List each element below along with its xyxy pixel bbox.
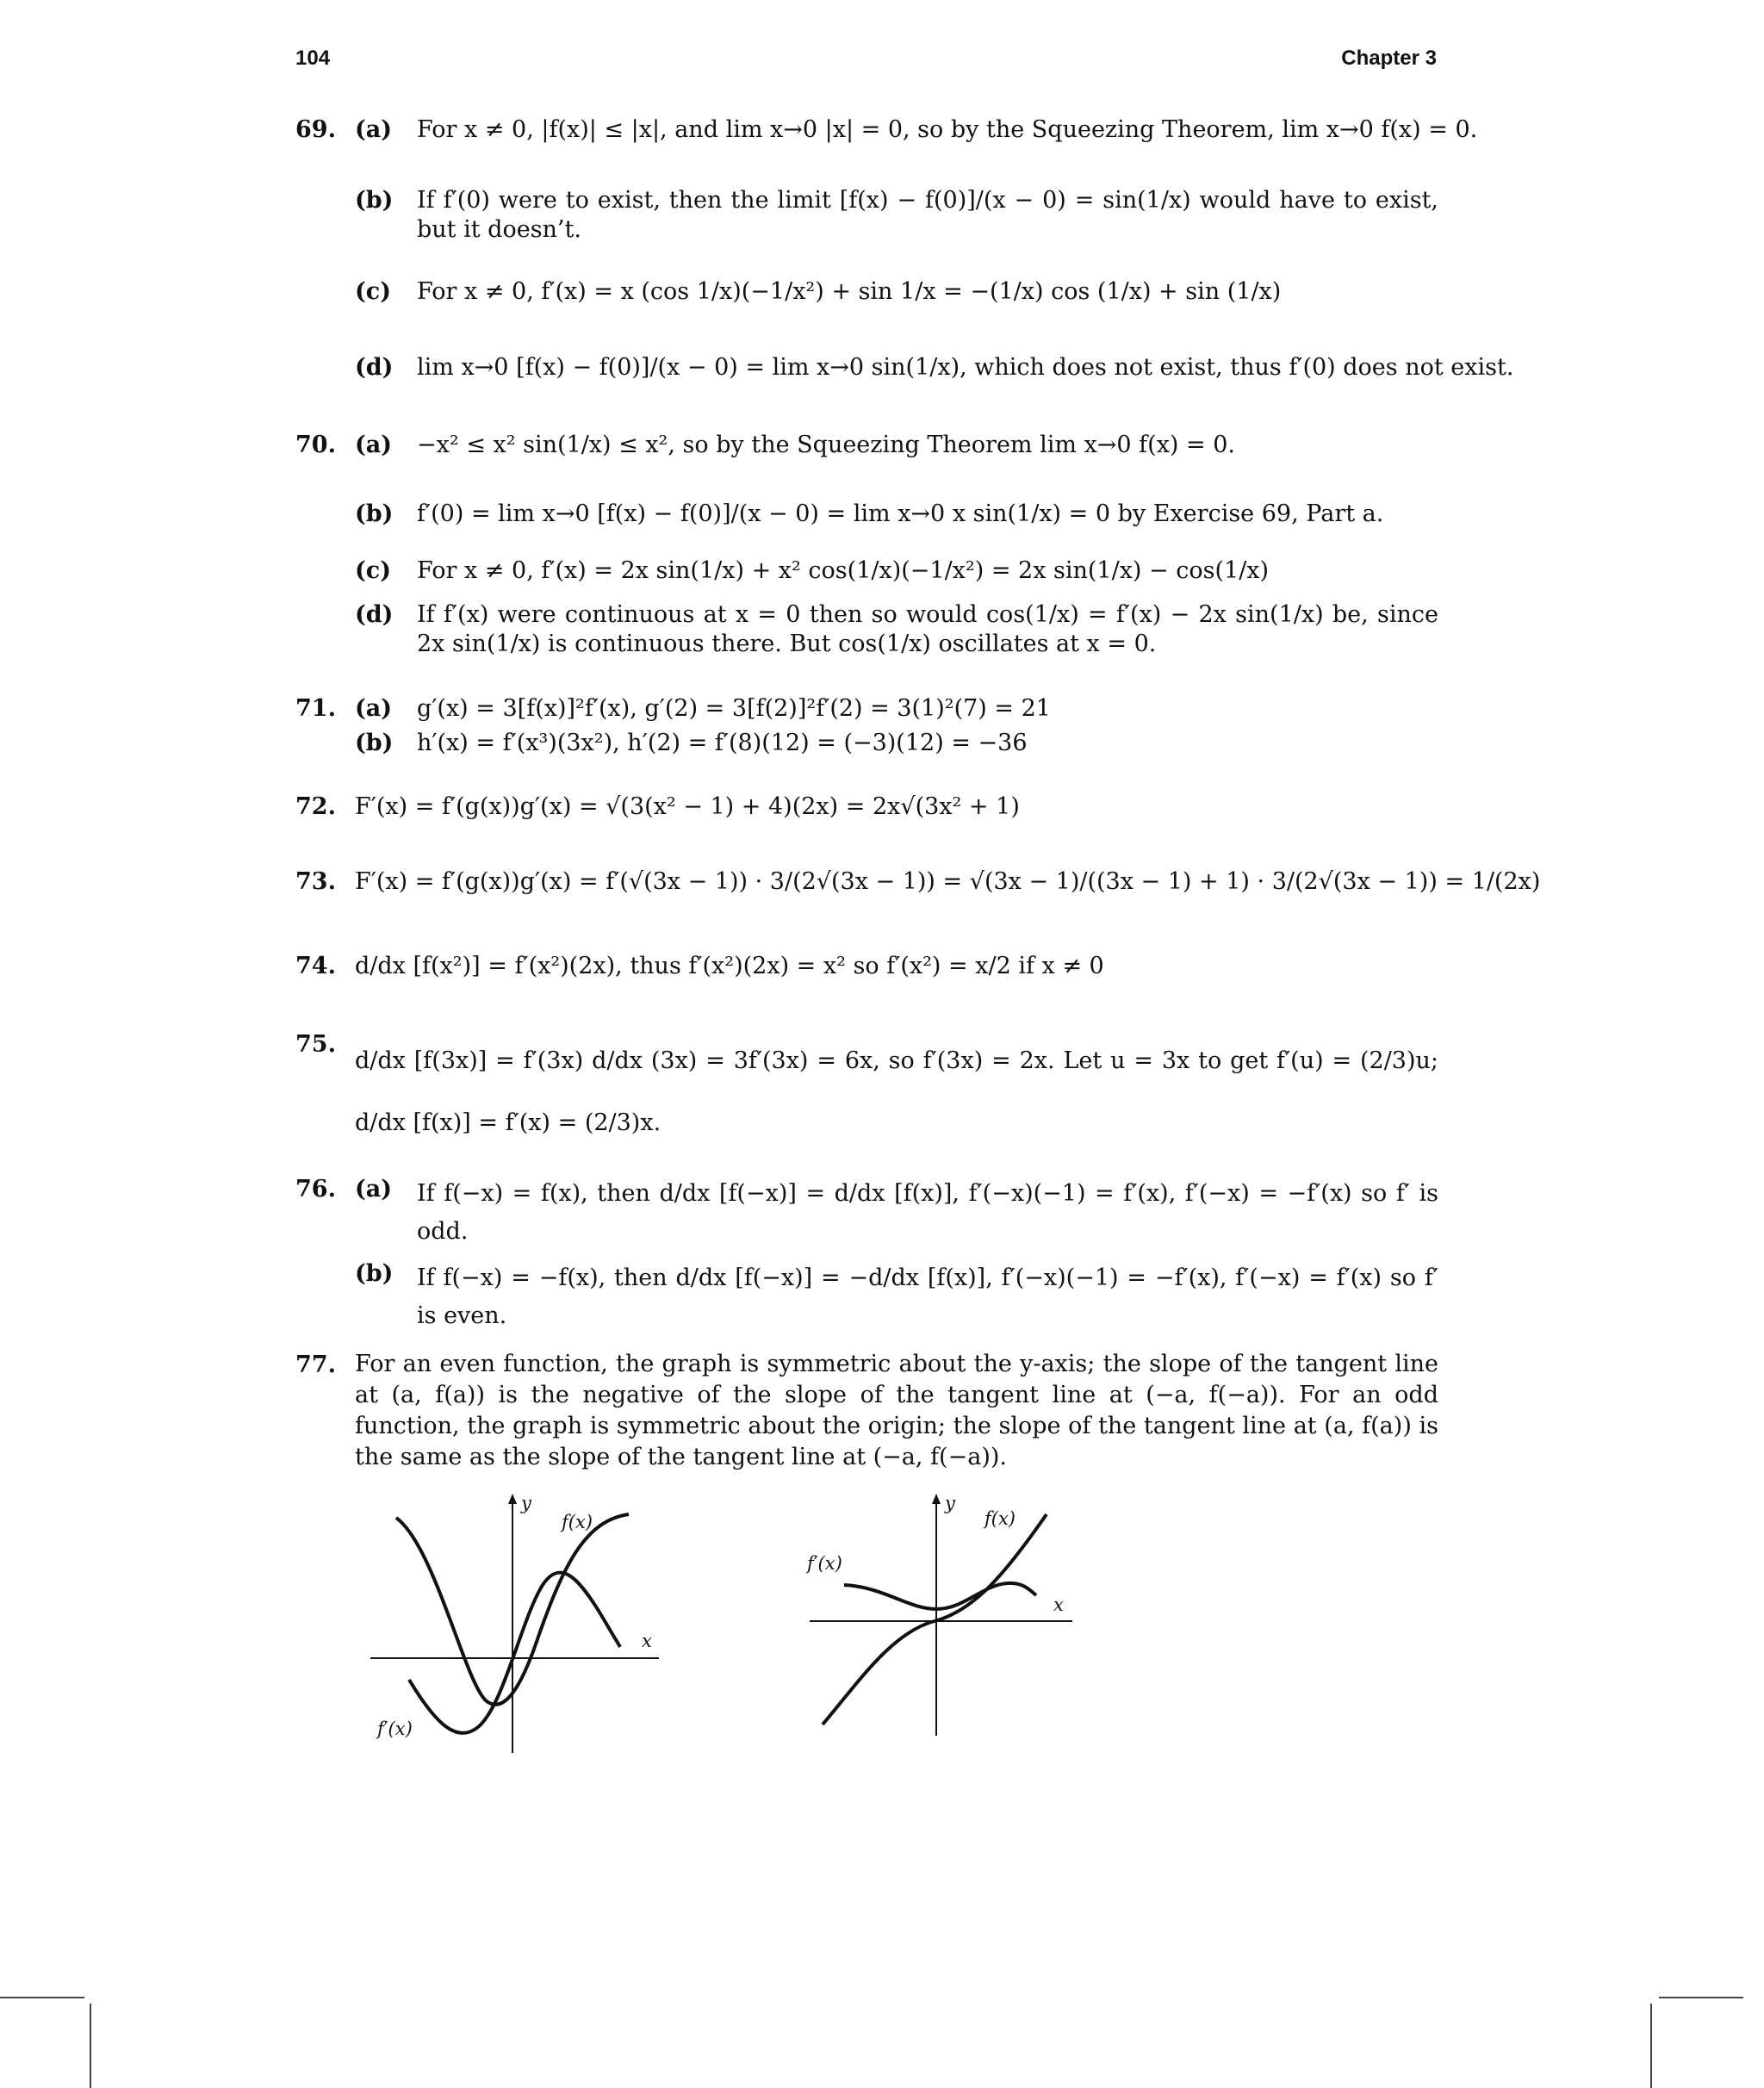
part-label: (c) xyxy=(355,278,391,305)
exercise-text: For an even function, the graph is symmetric about the y-axis; the slope of the tangent line at (a, f(a)) is the negative of the slope of the tangent line at (−a, f(−a)). For an odd function, the graph is symmetric about the origin; the slope of the tangent line at (a, f(a)) is the same as the slope of the tangent line at (−a, f(−a)). xyxy=(355,1351,1438,1470)
exercise-text: d/dx [f(3x)] = f′(3x) d/dx (3x) = 3f′(3x) = 6x, so f′(3x) = 2x. Let u = 3x to get f′(u) = (2/3)u; d/dx [f(x)] = f′(x) = (2/3)x. xyxy=(355,1047,1438,1136)
odd-function-graph xyxy=(797,1490,1090,1740)
part-a-text: If f(−x) = f(x), then d/dx [f(−x)] = d/dx [f(x)], f′(−x)(−1) = f′(x), f′(−x) = −f′(x) so f′ is odd. xyxy=(417,1180,1438,1245)
y-axis-label: y xyxy=(945,1493,955,1513)
f-curve xyxy=(823,1514,1047,1724)
part-label: (a) xyxy=(355,432,393,458)
exercise-text: F′(x) = f′(g(x))g′(x) = f′(√(3x − 1)) · 3/(2√(3x − 1)) = √(3x − 1)/((3x − 1) + 1) · 3/(2√(3x − 1)) = 1/(2x) xyxy=(355,868,1541,895)
exercise-number: 70. xyxy=(295,432,336,458)
part-label: (a) xyxy=(355,116,393,143)
part-label: (b) xyxy=(355,1260,394,1287)
exercise-text: d/dx [f(x²)] = f′(x²)(2x), thus f′(x²)(2x) = x² so f′(x²) = x/2 if x ≠ 0 xyxy=(355,953,1104,979)
part-a-text: −x² ≤ x² sin(1/x) ≤ x², so by the Squeezing Theorem lim x→0 f(x) = 0. xyxy=(417,432,1236,458)
x-axis-label: x xyxy=(642,1631,652,1651)
exercise-number: 71. xyxy=(295,695,336,722)
chapter-title: Chapter 3 xyxy=(1341,47,1437,70)
part-b-text: h′(x) = f′(x³)(3x²), h′(2) = f′(8)(12) = (−3)(12) = −36 xyxy=(417,730,1028,756)
part-c-text: For x ≠ 0, f′(x) = 2x sin(1/x) + x² cos(1/x)(−1/x²) = 2x sin(1/x) − cos(1/x) xyxy=(417,557,1270,584)
crop-mark xyxy=(1650,2004,1652,2088)
y-axis-arrow xyxy=(508,1494,517,1504)
part-label: (a) xyxy=(355,1176,393,1202)
exercise-number: 73. xyxy=(295,868,336,895)
y-axis-label: y xyxy=(521,1493,531,1513)
page-number: 104 xyxy=(295,47,331,70)
part-b-text: If f(−x) = −f(x), then d/dx [f(−x)] = −d/dx [f(x)], f′(−x)(−1) = −f′(x), f′(−x) = f′(x) so f′ is even. xyxy=(417,1265,1438,1329)
part-label: (b) xyxy=(355,730,394,756)
part-label: (d) xyxy=(355,601,394,628)
part-d-text: If f′(x) were continuous at x = 0 then so would cos(1/x) = f′(x) − 2x sin(1/x) be, since 2x sin(1/x) is continuous there. But cos(1/x) oscillates at x = 0. xyxy=(417,601,1438,657)
part-label: (b) xyxy=(355,500,394,527)
fprime-label: f′(x) xyxy=(377,1718,413,1739)
x-axis-label: x xyxy=(1053,1594,1064,1615)
part-b-text: f′(0) = lim x→0 [f(x) − f(0)]/(x − 0) = lim x→0 x sin(1/x) = 0 by Exercise 69, Part a. xyxy=(417,500,1384,527)
part-label: (c) xyxy=(355,557,391,584)
part-label: (a) xyxy=(355,695,393,722)
crop-mark xyxy=(0,1997,84,1998)
y-axis-arrow xyxy=(932,1494,941,1504)
part-a-text: For x ≠ 0, |f(x)| ≤ |x|, and lim x→0 |x| = 0, so by the Squeezing Theorem, lim x→0 f(x) = 0. xyxy=(417,116,1478,143)
part-d-text: lim x→0 [f(x) − f(0)]/(x − 0) = lim x→0 sin(1/x), which does not exist, thus f′(0) does not exist. xyxy=(417,354,1514,381)
f-label: f(x) xyxy=(984,1508,1016,1529)
part-a-text: g′(x) = 3[f(x)]²f′(x), g′(2) = 3[f(2)]²f′(2) = 3(1)²(7) = 21 xyxy=(417,695,1051,722)
exercise-text: F′(x) = f′(g(x))g′(x) = √(3(x² − 1) + 4)(2x) = 2x√(3x² + 1) xyxy=(355,793,1020,820)
exercise-number: 77. xyxy=(295,1352,336,1378)
part-b-text: If f′(0) were to exist, then the limit [f(x) − f(0)]/(x − 0) = sin(1/x) would have to exist, but it doesn’t. xyxy=(417,187,1438,243)
exercise-number: 75. xyxy=(295,1031,336,1058)
part-label: (b) xyxy=(355,187,394,214)
f-label: f(x) xyxy=(562,1512,593,1532)
even-function-graph xyxy=(362,1490,672,1757)
fprime-curve xyxy=(844,1583,1036,1609)
exercise-number: 69. xyxy=(295,116,336,143)
exercise-number: 74. xyxy=(295,953,336,979)
exercise-number: 76. xyxy=(295,1176,336,1202)
part-label: (d) xyxy=(355,354,394,381)
exercise-number: 72. xyxy=(295,793,336,820)
crop-mark xyxy=(1659,1997,1743,1998)
fprime-label: f′(x) xyxy=(807,1553,842,1574)
part-c-text: For x ≠ 0, f′(x) = x (cos 1/x)(−1/x²) + sin 1/x = −(1/x) cos (1/x) + sin (1/x) xyxy=(417,278,1282,305)
crop-mark xyxy=(90,2004,91,2088)
